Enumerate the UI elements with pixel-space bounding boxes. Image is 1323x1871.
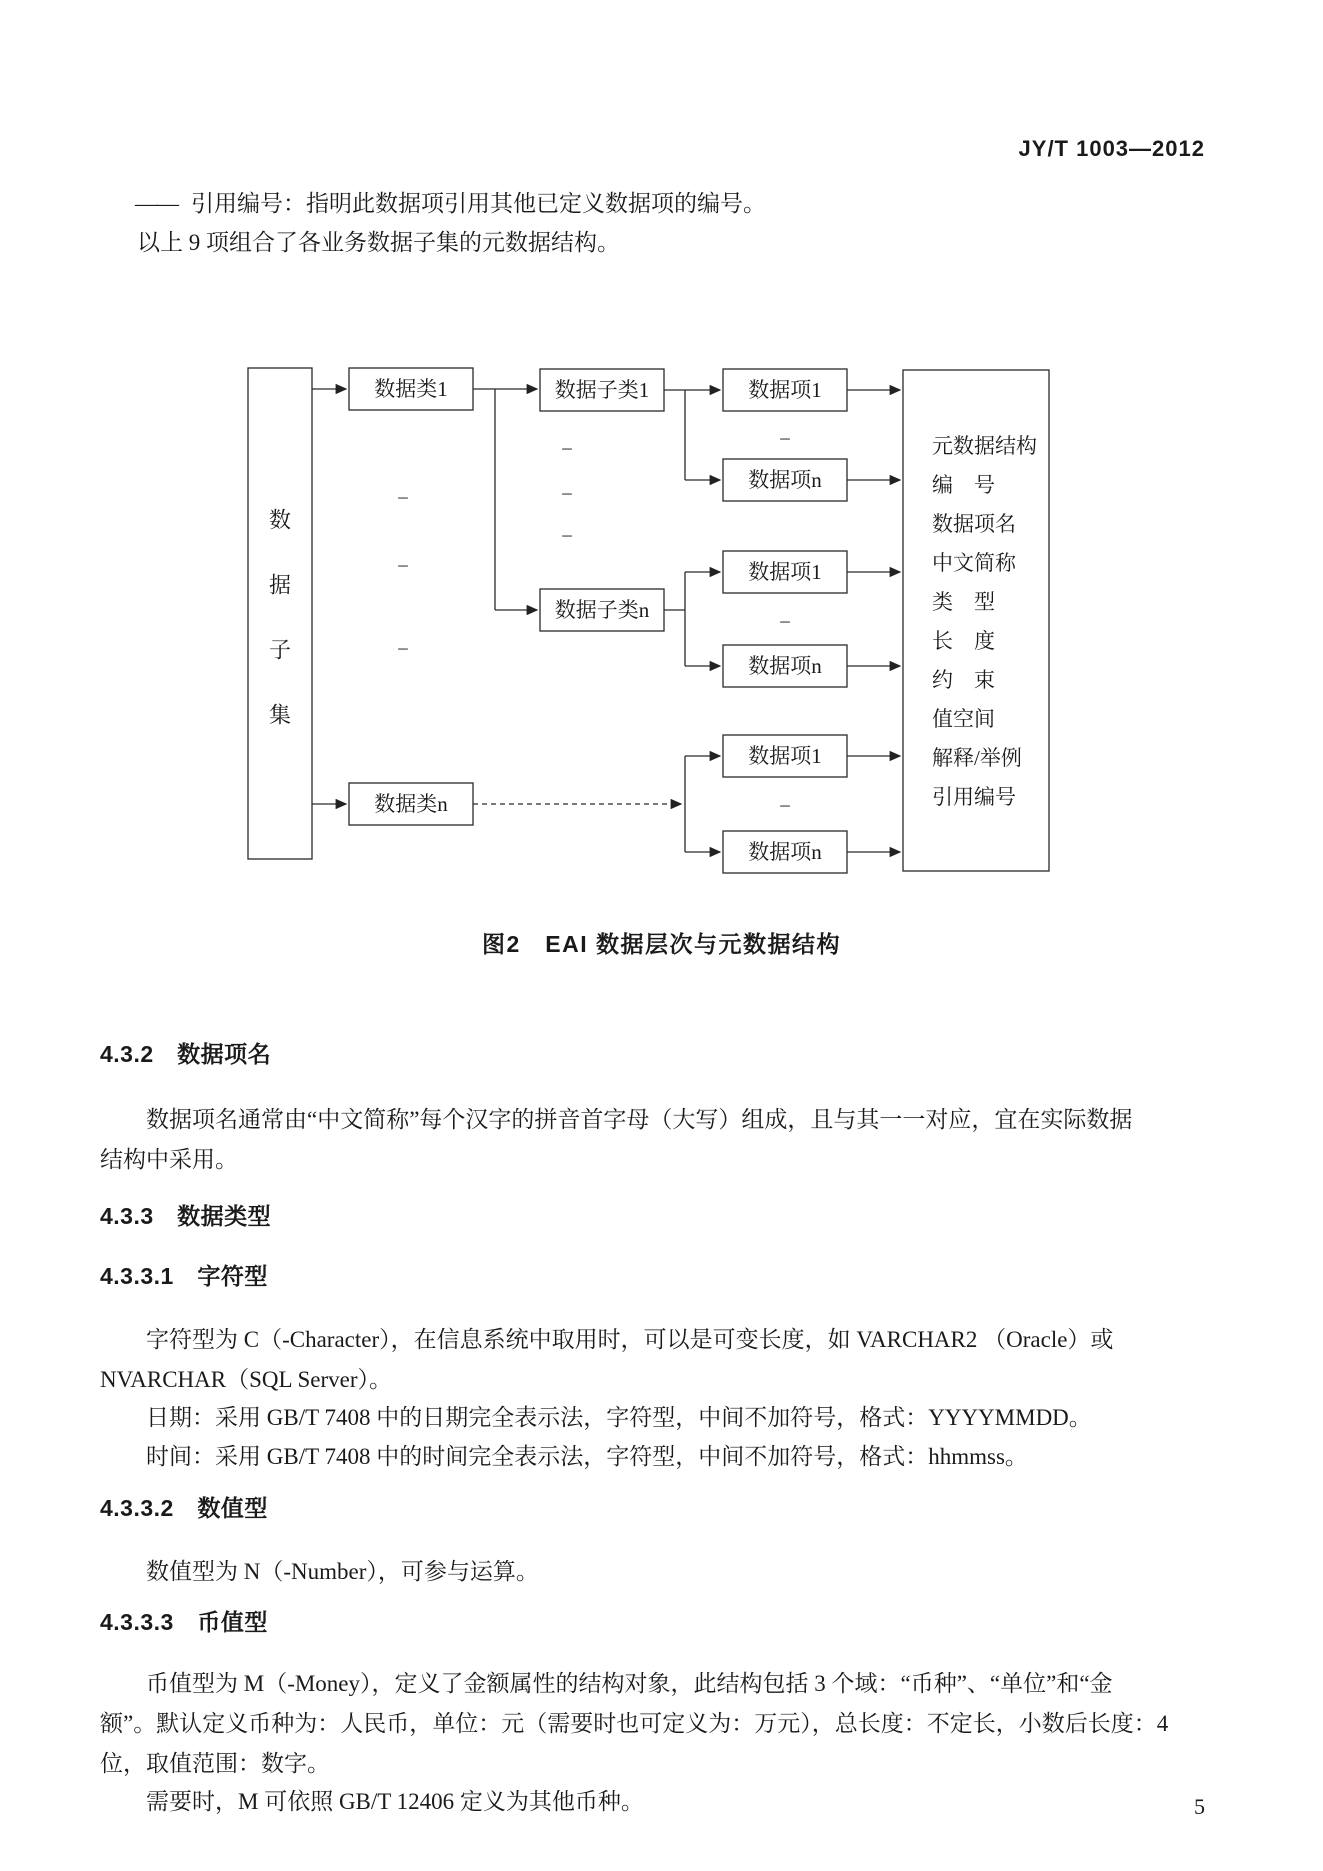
paragraph-date-format: [100, 1398, 1240, 1438]
node-label: 数据项1: [748, 744, 822, 768]
intro-line-summary: 以上 9 项组合了各业务数据子集的元数据结构。: [137, 230, 620, 255]
node-label: 数据类1: [374, 377, 448, 401]
node-data-subset: [248, 368, 312, 859]
ellipsis-dash: –: [562, 482, 572, 504]
ellipsis-dash: –: [398, 486, 408, 508]
paragraph-character-type: [100, 1320, 1240, 1400]
text-line: 结构中采用。: [100, 1147, 238, 1172]
paragraph-time-format: [100, 1437, 1240, 1477]
node-label: 数据项n: [748, 840, 822, 864]
meta-field: 编 号: [932, 473, 995, 497]
node-data-subclass-n: [540, 589, 664, 631]
page-number: 5: [1194, 1794, 1205, 1819]
node-data-item-1-group1: [723, 369, 847, 411]
node-data-item-n-group1: [723, 459, 847, 501]
node-data-subclass-1: [540, 369, 664, 411]
paragraph-data-item-name: [100, 1100, 1240, 1180]
ellipsis-dash: –: [562, 524, 572, 546]
node-data-class-1: [349, 368, 473, 410]
node-data-item-1-group3: [723, 735, 847, 777]
text-line: 数据项名通常由“中文简称”每个汉字的拼音首字母（大写）组成，且与其一一对应，宜在实际数据: [146, 1107, 1133, 1132]
meta-field: 元数据结构: [932, 434, 1037, 458]
text-line: 时间：采用 GB/T 7408 中的时间完全表示法，字符型，中间不加符号，格式：hhmmss。: [146, 1444, 1028, 1469]
intro-line-reference-number: [135, 185, 766, 218]
eai-structure-diagram: [240, 360, 1060, 890]
text-line: 额”。默认定义币种为：人民币，单位：元（需要时也可定义为：万元），总长度：不定长，小数后长度：4: [100, 1711, 1169, 1736]
ellipsis-dash: –: [562, 437, 572, 459]
node-label: 数据项n: [748, 468, 822, 492]
node-label: 数据子类1: [554, 378, 650, 402]
node-data-item-n-group2: [723, 645, 847, 687]
node-label: 数据项n: [748, 654, 822, 678]
text-line: 数值型为 N（-Number），可参与运算。: [146, 1559, 539, 1584]
node-data-class-n: [349, 783, 473, 825]
text-line: NVARCHAR（SQL Server）。: [100, 1367, 392, 1392]
paragraph-money-type: [100, 1664, 1240, 1784]
paragraph-number-type: [100, 1552, 1240, 1592]
subset-char: 集: [268, 702, 292, 728]
node-label: 数据子类n: [554, 598, 650, 622]
text-line: 币值型为 M（-Money），定义了金额属性的结构对象，此结构包括 3 个域：“币种”、“单位”和“金: [146, 1671, 1113, 1696]
meta-field: 数据项名: [932, 512, 1016, 536]
text-line: 字符型为 C（-Character），在信息系统中取用时，可以是可变长度，如 VARCHAR2 （Oracle）或: [146, 1327, 1114, 1352]
meta-field: 引用编号: [932, 785, 1016, 809]
figure-caption: 图2 EAI 数据层次与元数据结构: [481, 931, 842, 957]
list-dash: ——: [135, 191, 177, 216]
meta-field: 解释/举例: [932, 746, 1022, 770]
subset-char: 数: [268, 507, 292, 533]
ellipsis-dash: –: [780, 794, 790, 816]
section-heading-4-3-3: 4.3.3 数据类型: [100, 1203, 272, 1229]
node-metadata-structure: [903, 370, 1049, 871]
meta-field: 类 型: [932, 590, 995, 614]
meta-field: 值空间: [932, 707, 995, 731]
ellipsis-dash: –: [780, 427, 790, 449]
ellipsis-dash: –: [398, 637, 408, 659]
meta-field: 长 度: [932, 629, 995, 653]
text-line: 日期：采用 GB/T 7408 中的日期完全表示法，字符型，中间不加符号，格式：YYYYMMDD。: [146, 1405, 1092, 1430]
intro-line-text: 引用编号：指明此数据项引用其他已定义数据项的编号。: [191, 191, 766, 216]
subset-char: 子: [268, 637, 292, 663]
text-line: 位，取值范围：数字。: [100, 1751, 330, 1776]
text-line: 需要时，M 可依照 GB/T 12406 定义为其他币种。: [146, 1789, 644, 1814]
subset-char: 据: [268, 572, 292, 598]
section-heading-4-3-3-1: 4.3.3.1 字符型: [100, 1263, 268, 1289]
section-heading-4-3-2: 4.3.2 数据项名: [100, 1041, 272, 1067]
section-heading-4-3-3-3: 4.3.3.3 币值型: [100, 1609, 268, 1635]
standard-number-header: JY/T 1003—2012: [1018, 136, 1205, 161]
ellipsis-dash: –: [398, 554, 408, 576]
ellipsis-dash: –: [780, 610, 790, 632]
node-data-item-n-group3: [723, 831, 847, 873]
node-label: 数据项1: [748, 378, 822, 402]
section-heading-4-3-3-2: 4.3.3.2 数值型: [100, 1495, 268, 1521]
meta-field: 中文简称: [932, 551, 1016, 575]
node-data-item-1-group2: [723, 551, 847, 593]
node-label: 数据项1: [748, 560, 822, 584]
meta-field: 约 束: [932, 668, 995, 692]
node-label: 数据类n: [374, 792, 448, 816]
